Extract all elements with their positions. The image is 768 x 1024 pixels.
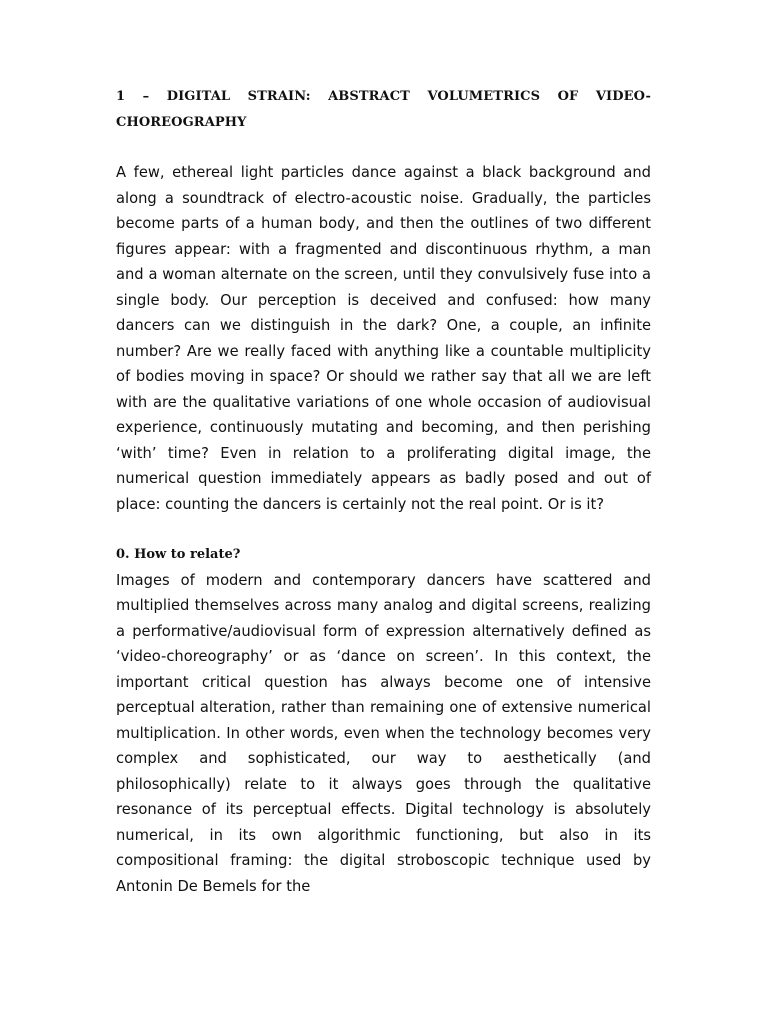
section-heading: 0. How to relate? (116, 547, 241, 562)
chapter-title: 1 – DIGITAL STRAIN: ABSTRACT VOLUMETRICS OF VIDEO-CHOREOGRAPHY (116, 89, 651, 130)
document-page (116, 84, 651, 899)
intro-paragraph: A few, ethereal light particles dance against a black background and along a soundtrack of electro-acoustic noise. Gradually, the particles become parts of a human body, and then the outlines of two different figures appear: with a fragmented and discontinuous rhythm, a man and a woman alternate on the screen, until they convulsively fuse into a single body. Our perception is deceived and confused: how many dancers can we distinguish in the dark? One, a couple, an infinite number? Are we really faced with anything like a countable multiplicity of bodies moving in space? Or should we rather say that all we are left with are the qualitative variations of one whole occasion of audiovisual experience, continuously mutating and becoming, and then perishing ‘with’ time? Even in relation to a proliferating digital image, the numerical question immediately appears as badly posed and out of place: counting the dancers is certainly not the real point. Or is it? (116, 164, 651, 513)
section-paragraph: Images of modern and contemporary dancers have scattered and multiplied themselves across many analog and digital screens, realizing a performative/audiovisual form of expression alternatively defined as ‘video-choreography’ or as ‘dance on screen’. In this context, the important critical question has always become one of intensive perceptual alteration, rather than remaining one of extensive numerical multiplication. In other words, even when the technology becomes very complex and sophisticated, our way to aesthetically (and philosophically) relate to it always goes through the qualitative resonance of its perceptual effects. Digital technology is absolutely numerical, in its own algorithmic functioning, but also in its compositional framing: the digital stroboscopic technique used by Antonin De Bemels for the (116, 571, 651, 895)
